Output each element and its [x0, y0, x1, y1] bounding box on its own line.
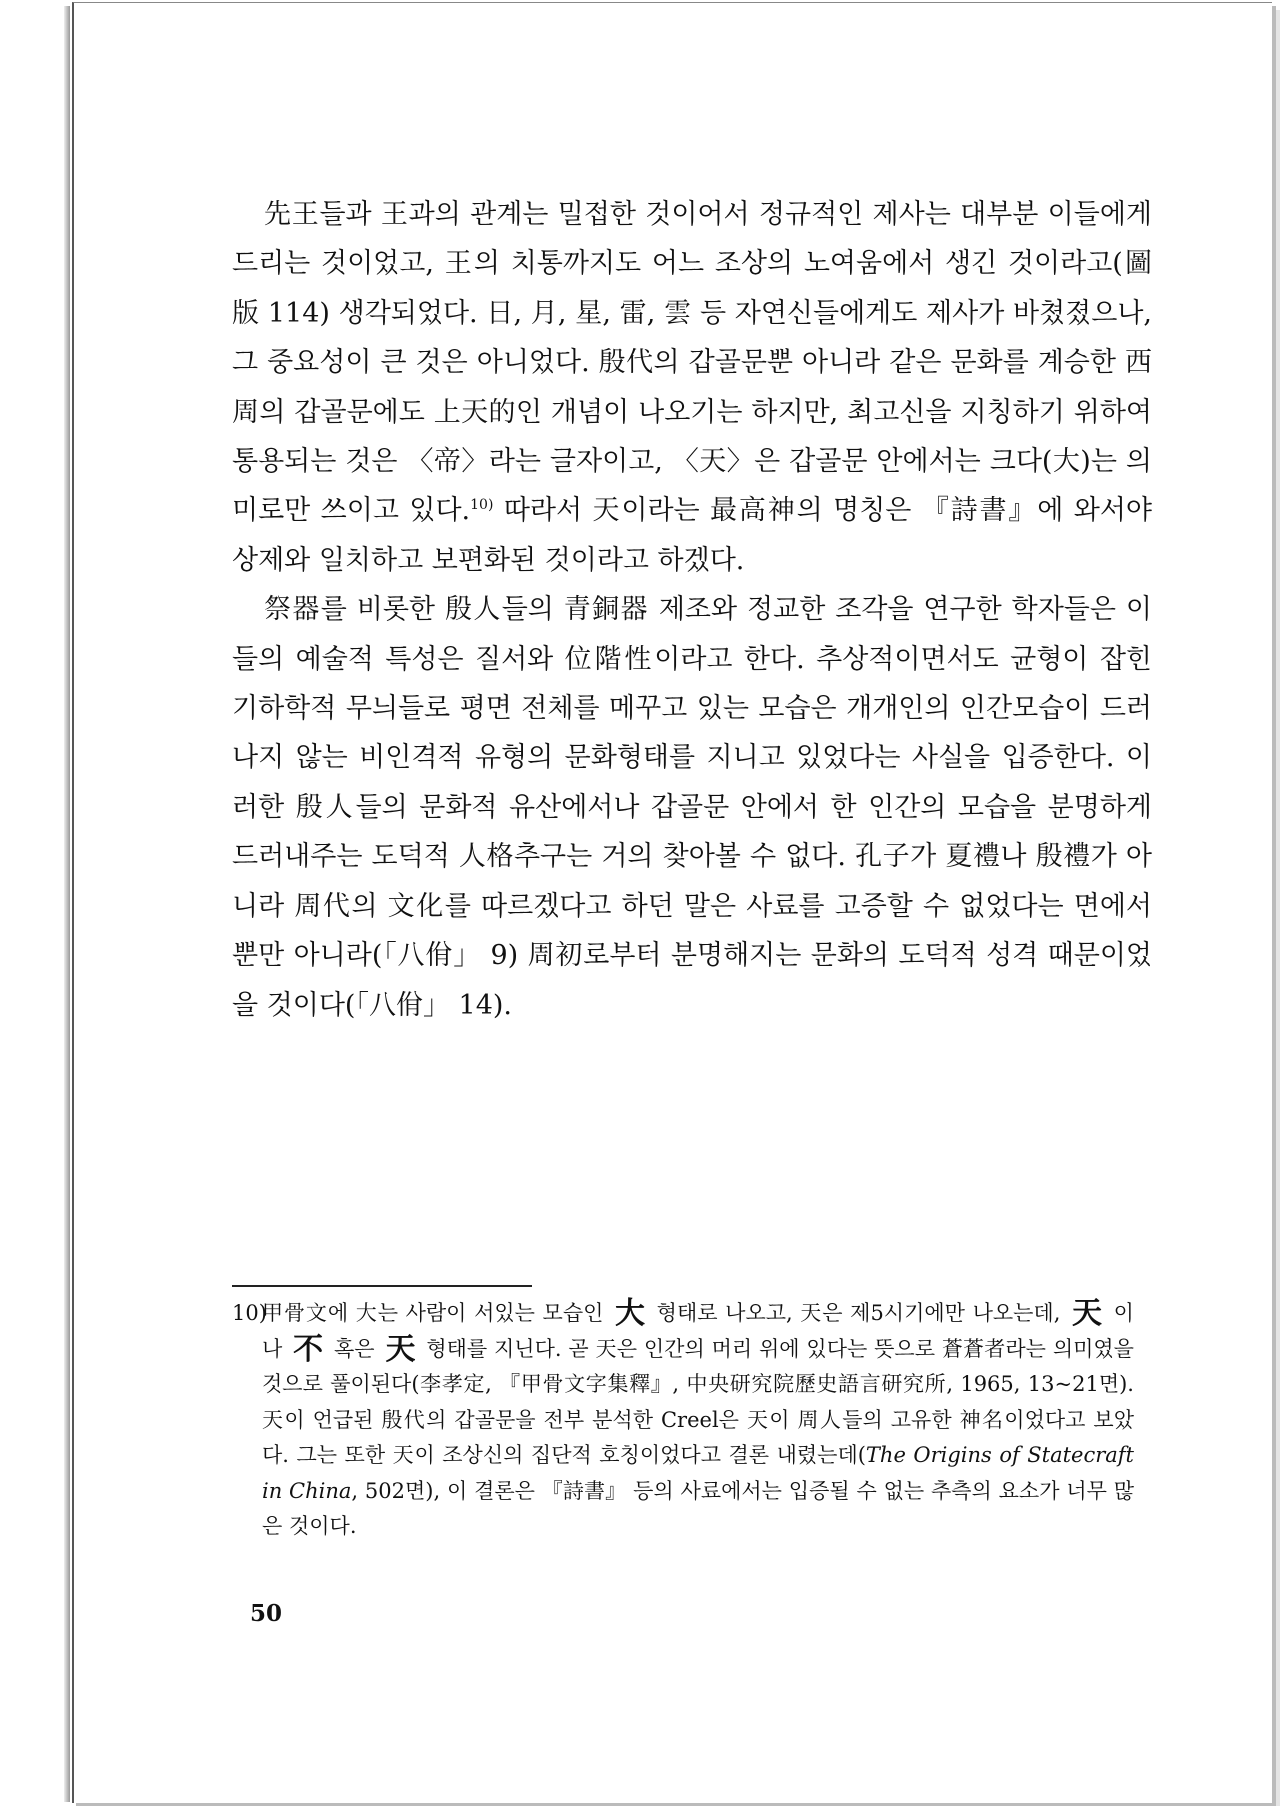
footnote-text-4: 혹은: [334, 1336, 375, 1361]
main-text: [232, 190, 1152, 1030]
footnote-ref-10: 10): [470, 497, 494, 514]
footnote-book-title: The Origins of Statecraft in China: [262, 1443, 1134, 1503]
footnote-divider: [232, 1285, 532, 1287]
footnote-text-5: 형태를 지닌다. 곧 天은 인간의 머리 위에 있다는 뜻으로 蒼蒼者라는 의미였을 것으로 풀이된다(李孝定, 『甲骨文字集釋』, 中央研究院歷史語言研究所, 1965, 13~21면). 天이 언급된 殷代의 갑골문을 전부 분석한 Creel은 天이 周人들의 고유한 神名이었다고 보았다. 그는 또한 天이 조상신의 집단적 호칭이었다고 결론 내렸는데(: [262, 1336, 1134, 1467]
page-edge-shadow: [64, 6, 70, 1802]
footnote-number: 10): [232, 1301, 267, 1325]
paragraph-2: 祭器를 비롯한 殷人들의 青銅器 제조와 정교한 조각을 연구한 학자들은 이들의 예술적 특성은 질서와 位階性이라고 한다. 추상적이면서도 균형이 잡힌 기하학적 무늬들로 평면 전체를 메꾸고 있는 모습은 개개인의 인간모습이 드러나지 않는 비인격적 유형의 문화형태를 지니고 있었다는 사실을 입증한다. 이러한 殷人들의 문화적 유산에서나 갑골문 안에서 한 인간의 모습을 분명하게 드러내주는 도덕적 人格추구는 거의 찾아볼 수 없다. 孔子가 夏禮나 殷禮가 아니라 周代의 文化를 따르겠다고 하던 말은 사료를 고증할 수 없었다는 면에서뿐만 아니라(「八佾」 9) 周初로부터 분명해지는 문화의 도덕적 성격 때문이었을 것이다(「八佾」 14).: [232, 594, 1152, 1021]
oracle-bone-da-glyph-icon: 大: [615, 1296, 646, 1331]
footnote-text-1: 甲骨文에 大는 사람이 서있는 모습인: [262, 1301, 604, 1325]
oracle-bone-tian-glyph-a-icon: 天: [1072, 1296, 1103, 1331]
paragraph-1-text: 先王들과 王과의 관계는 밀접한 것이어서 정규적인 제사는 대부분 이들에게 드리는 것이었고, 王의 치통까지도 어느 조상의 노여움에서 생긴 것이라고(圖版 114) 생각되었다. 日, 月, 星, 雷, 雲 등 자연신들에게도 제사가 바쳤졌으나, 그 중요성이 큰 것은 아니었다. 殷代의 갑골문뿐 아니라 같은 문화를 계승한 西周의 갑골문에도 上天的인 개념이 나오기는 하지만, 최고신을 지칭하기 위하여 통용되는 것은 〈帝〉라는 글자이고, 〈天〉은 갑골문 안에서는 크다(大)는 의미로만 쓰이고 있다.: [232, 199, 1152, 527]
footnote-10: [232, 1296, 1134, 1545]
footnote-text-3: 이나: [262, 1301, 1134, 1361]
oracle-bone-tian-glyph-c-icon: 天: [385, 1331, 416, 1367]
paragraph-1: [232, 190, 1152, 585]
footnote-text-6: , 502면), 이 결론은 『詩書』 등의 사료에서는 입증될 수 없는 추측의 요소가 너무 많은 것이다.: [262, 1478, 1134, 1538]
page-number: 50: [250, 1600, 283, 1627]
paragraph-1-tail: 따라서 天이라는 最高神의 명칭은 『詩書』에 와서야 상제와 일치하고 보편화된 것이라고 하겠다.: [232, 495, 1152, 576]
oracle-bone-tian-glyph-b-icon: 不: [293, 1331, 324, 1367]
footnote-text-2: 형태로 나오고, 天은 제5시기에만 나오는데,: [656, 1301, 1061, 1325]
